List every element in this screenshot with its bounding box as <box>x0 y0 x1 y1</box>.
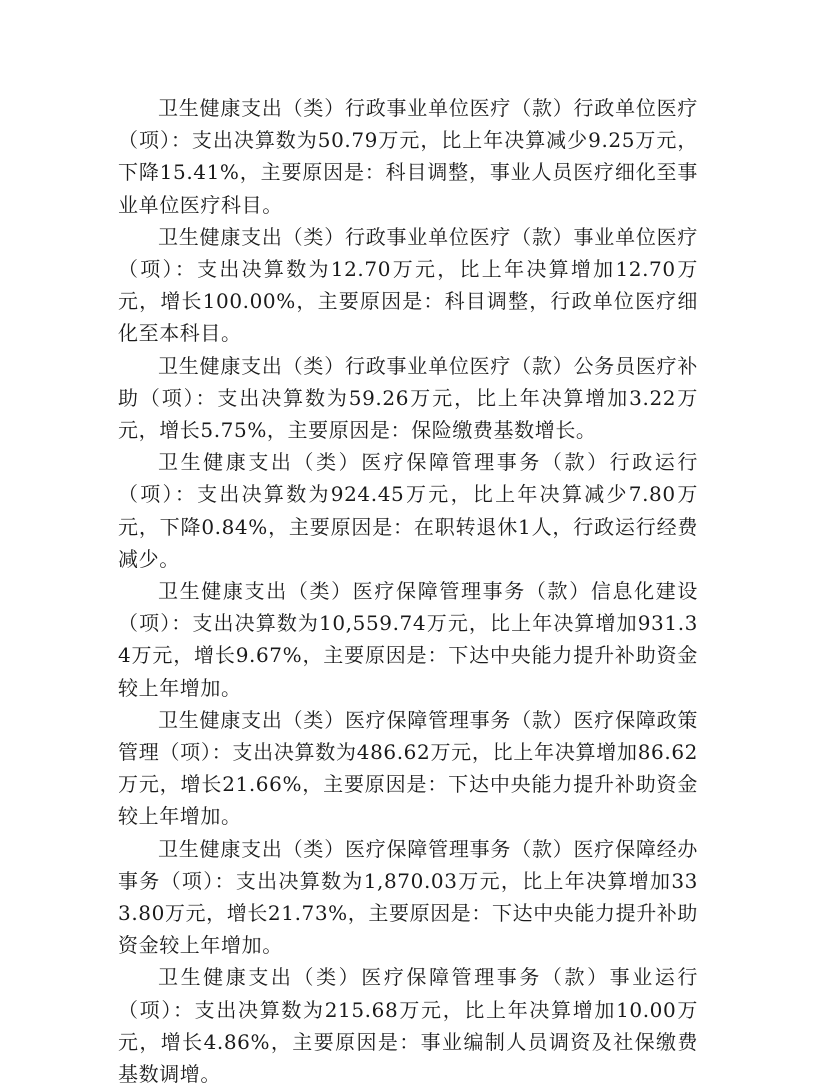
paragraph-informatization-construction: 卫生健康支出（类）医疗保障管理事务（款）信息化建设（项）：支出决算数为10,559.74万元，比上年决算增加931.34万元，增长9.67%，主要原因是：下达中央能力提升补助资金较上年增加。 <box>118 579 698 700</box>
paragraph-civil-servant-medical-subsidy: 卫生健康支出（类）行政事业单位医疗（款）公务员医疗补助（项）：支出决算数为59.26万元，比上年决算增加3.22万元，增长5.75%，主要原因是：保险缴费基数增长。 <box>118 353 698 443</box>
paragraph-institution-unit-medical: 卫生健康支出（类）行政事业单位医疗（款）事业单位医疗（项）：支出决算数为12.70万元，比上年决算增加12.70万元，增长100.00%，主要原因是：科目调整，行政单位医疗细化至本科目。 <box>118 224 698 346</box>
document-body <box>118 92 698 1090</box>
paragraph-administrative-operation: 卫生健康支出（类）医疗保障管理事务（款）行政运行（项）：支出决算数为924.45万元，比上年决算减少7.80万元，下降0.84%，主要原因是：在职转退休1人，行政运行经费减少。 <box>118 450 698 571</box>
paragraph-administrative-unit-medical: 卫生健康支出（类）行政事业单位医疗（款）行政单位医疗（项）：支出决算数为50.79万元，比上年决算减少9.25万元，下降15.41%，主要原因是：科目调整，事业人员医疗细化至事业单位医疗科目。 <box>118 96 698 217</box>
paragraph-medical-security-policy-management: 卫生健康支出（类）医疗保障管理事务（款）医疗保障政策管理（项）：支出决算数为486.62万元，比上年决算增加86.62万元，增长21.66%，主要原因是：下达中央能力提升补助资金较上年增加。 <box>118 707 698 829</box>
paragraph-medical-security-handling-affairs: 卫生健康支出（类）医疗保障管理事务（款）医疗保障经办事务（项）：支出决算数为1,870.03万元，比上年决算增加333.80万元，增长21.73%，主要原因是：下达中央能力提升补助资金较上年增加。 <box>118 836 698 958</box>
paragraph-institution-operation: 卫生健康支出（类）医疗保障管理事务（款）事业运行（项）：支出决算数为215.68万元，比上年决算增加10.00万元，增长4.86%，主要原因是：事业编制人员调资及社保缴费基数调增。 <box>118 965 698 1087</box>
